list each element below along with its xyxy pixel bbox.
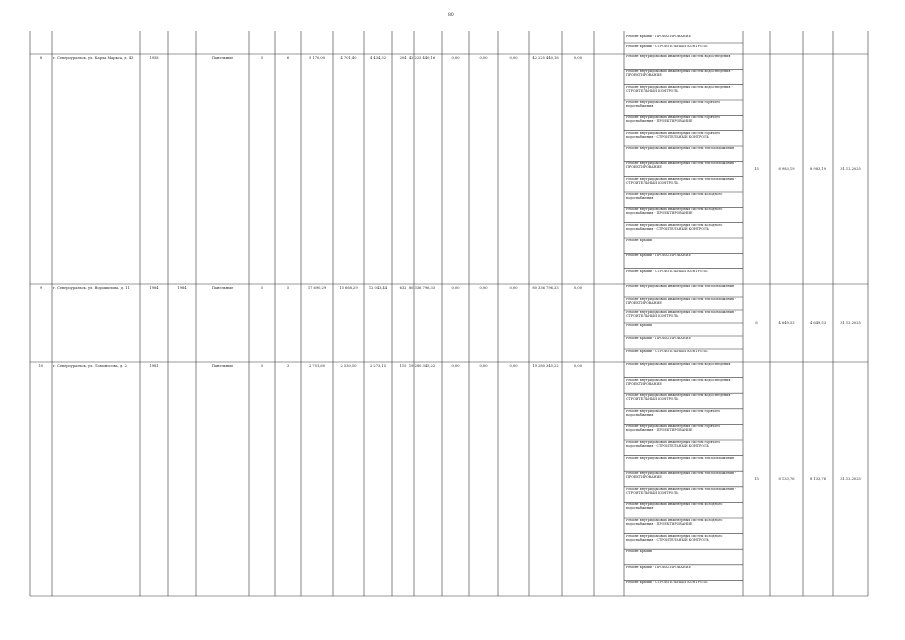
- work-item: Ремонт внутридомовых инженерных систем водоотведения - ПРОЕКТИРОВАНИЕ: [626, 70, 733, 78]
- cost-local: 0,00: [509, 364, 518, 368]
- entrances: 6: [286, 56, 290, 60]
- cost-fund: 0,00: [451, 286, 460, 290]
- work-item: Ремонт крыши - ПРОЕКТИРОВАНИЕ: [626, 565, 691, 569]
- work-item: Ремонт внутридомовых инженерных систем холодного водоснабжения: [626, 503, 723, 511]
- work-item: Ремонт внутридомовых инженерных систем холодного водоснабжения - ПРОЕКТИРОВАНИЕ: [626, 519, 723, 526]
- row-number: 8: [39, 56, 43, 60]
- work-item: Ремонт внутридомовых инженерных систем теплоснабжения - ПРОЕКТИРОВАНИЕ: [626, 162, 737, 170]
- work-item: Ремонт внутридомовых инженерных систем горячего водоснабжения - ПРОЕКТИРОВАНИЕ: [626, 116, 721, 124]
- year-reconstruction: 1984: [177, 286, 187, 290]
- entrances: 3: [286, 364, 290, 368]
- cost-budget: 0,00: [479, 364, 488, 368]
- works-count: 6: [755, 321, 758, 325]
- work-item: Ремонт внутридомовых инженерных систем горячего водоснабжения: [626, 409, 721, 417]
- work-item: Ремонт внутридомовых инженерных систем холодного водоснабжения - СТРОИТЕЛЬНЫЙ КОНТРОЛЬ: [626, 223, 723, 231]
- cost-fund: 0,00: [451, 56, 460, 60]
- max-unit-cost: 8 983,19: [809, 167, 826, 171]
- wall-material: Панельные: [211, 286, 234, 290]
- area-living: 4 701,40: [340, 56, 357, 60]
- work-item: Ремонт внутридомовых инженерных систем водоотведения - СТРОИТЕЛЬНЫЙ КОНТРОЛЬ: [626, 85, 733, 93]
- cost-other: 0,00: [573, 286, 582, 290]
- work-item: Ремонт крыши: [626, 239, 652, 242]
- row-number: 9: [39, 286, 43, 290]
- work-item: Ремонт внутридомовых инженерных систем водоотведения: [626, 55, 731, 58]
- row-number: 10: [38, 364, 44, 368]
- cost-fund: 0,00: [451, 364, 460, 368]
- cost-total: 80 336 796,33: [408, 286, 436, 290]
- cost-other: 0,00: [573, 56, 582, 60]
- cost-owners: 42 225 440,16: [532, 56, 559, 60]
- cost-budget: 0,00: [479, 286, 488, 290]
- year-built: 1958: [149, 56, 159, 60]
- residents: 115: [399, 364, 407, 368]
- work-item: Ремонт внутридомовых инженерных систем горячего водоснабжения: [626, 101, 721, 108]
- area-total: 5 170,00: [308, 56, 325, 60]
- address: г. Североуральск, ул. Ломоносова, д. 2: [53, 364, 127, 368]
- floors: 5: [260, 286, 264, 290]
- work-item: Ремонт внутридомовых инженерных систем горячего водоснабжения - СТРОИТЕЛЬНЫЙ КОНТРОЛЬ: [626, 441, 721, 448]
- work-item: Ремонт внутридомовых инженерных систем теплоснабжения - СТРОИТЕЛЬНЫЙ КОНТРОЛЬ: [626, 177, 737, 185]
- wall-material: Панельные: [211, 364, 234, 368]
- year-built: 1981: [149, 364, 159, 368]
- works-count: 15: [754, 167, 759, 171]
- unit-cost: 8 133,76: [778, 477, 795, 481]
- cost-total: 42 225 440,16: [408, 56, 436, 60]
- max-unit-cost: 8 133,76: [809, 477, 826, 481]
- cost-owners: 80 336 796,33: [532, 286, 559, 290]
- area-apartments: 12 043,44: [368, 286, 388, 290]
- year-built: 1984: [149, 286, 159, 290]
- unit-cost: 4 649,53: [778, 321, 795, 325]
- deadline: 31.12.2025: [840, 477, 861, 481]
- cost-local: 0,00: [509, 56, 518, 60]
- cost-local: 0,00: [509, 286, 518, 290]
- work-item: Ремонт крыши: [626, 324, 652, 327]
- work-item: Ремонт внутридомовых инженерных систем горячего водоснабжения - ПРОЕКТИРОВАНИЕ: [626, 425, 721, 433]
- cost-total: 19 280 345,22: [408, 364, 436, 368]
- work-item: Ремонт внутридомовых инженерных систем теплоснабжения - ПРОЕКТИРОВАНИЕ: [626, 472, 737, 480]
- work-item: Ремонт внутридомовых инженерных систем холодного водоснабжения - СТРОИТЕЛЬНЫЙ КОНТРОЛЬ: [626, 534, 723, 542]
- deadline: 31.12.2025: [840, 167, 861, 171]
- area-living: 2 530,50: [340, 364, 357, 368]
- area-total: 17 690,29: [307, 286, 327, 290]
- wall-material: Панельные: [211, 56, 234, 60]
- work-item: Ремонт внутридомовых инженерных систем водоотведения - ПРОЕКТИРОВАНИЕ: [626, 378, 733, 386]
- work-item: Ремонт внутридомовых инженерных систем теплоснабжения - СТРОИТЕЛЬНЫЙ КОНТРОЛЬ: [626, 311, 737, 318]
- max-unit-cost: 4 649,53: [809, 321, 826, 325]
- cost-budget: 0,00: [479, 56, 488, 60]
- address: г. Североуральск, ул. Карла Маркса, д. 43: [53, 56, 134, 60]
- cost-other: 0,00: [573, 364, 582, 368]
- work-item: Ремонт внутридомовых инженерных систем теплоснабжения - ПРОЕКТИРОВАНИЕ: [626, 298, 737, 305]
- address: г. Североуральск, ул. Ворошилова, д. 11: [53, 286, 130, 290]
- work-item: Ремонт крыши - СТРОИТЕЛЬНЫЙ КОНТРОЛЬ: [626, 350, 708, 353]
- unit-cost: 8 983,19: [778, 167, 795, 171]
- work-item: Ремонт внутридомовых инженерных систем горячего водоснабжения - СТРОИТЕЛЬНЫЙ КОНТРОЛЬ: [626, 131, 721, 139]
- work-item: Ремонт внутридомовых инженерных систем водоотведения: [626, 363, 731, 366]
- area-total: 2 751,60: [308, 364, 325, 368]
- residents: 632: [399, 286, 407, 290]
- work-item: Ремонт крыши - ПРОЕКТИРОВАНИЕ: [626, 254, 691, 258]
- work-item: Ремонт внутридомовых инженерных систем теплоснабжения - СТРОИТЕЛЬНЫЙ КОНТРОЛЬ: [626, 487, 737, 495]
- work-item: Ремонт внутридомовых инженерных систем теплоснабжения: [626, 147, 735, 150]
- work-item: Ремонт крыши - СТРОИТЕЛЬНЫЙ КОНТРОЛЬ: [626, 269, 708, 273]
- entrances: 5: [286, 286, 290, 290]
- work-item: Ремонт крыши - ПРОЕКТИРОВАНИЕ: [626, 35, 691, 38]
- work-item: Ремонт внутридомовых инженерных систем холодного водоснабжения - ПРОЕКТИРОВАНИЕ: [626, 208, 723, 216]
- work-item: Ремонт внутридомовых инженерных систем теплоснабжения: [626, 285, 735, 288]
- work-item: Ремонт крыши - СТРОИТЕЛЬНЫЙ КОНТРОЛЬ: [626, 581, 708, 585]
- works-count: 15: [754, 477, 759, 481]
- work-item: Ремонт внутридомовых инженерных систем водоотведения - СТРОИТЕЛЬНЫЙ КОНТРОЛЬ: [626, 394, 733, 402]
- cost-owners: 19 280 345,22: [532, 364, 559, 368]
- floors: 5: [260, 364, 264, 368]
- floors: 5: [260, 56, 264, 60]
- page-number: 80: [448, 13, 454, 18]
- residents: 204: [399, 56, 407, 60]
- area-apartments: 4 434,32: [369, 56, 386, 60]
- work-item: Ремонт крыши - СТРОИТЕЛЬНЫЙ КОНТРОЛЬ: [626, 45, 708, 48]
- deadline: 31.12.2025: [840, 321, 861, 325]
- work-item: Ремонт внутридомовых инженерных систем теплоснабжения: [626, 456, 735, 460]
- work-item: Ремонт внутридомовых инженерных систем холодного водоснабжения: [626, 193, 723, 200]
- work-item: Ремонт крыши - ПРОЕКТИРОВАНИЕ: [626, 337, 691, 340]
- work-item: Ремонт крыши: [626, 550, 652, 554]
- area-apartments: 2 273,15: [369, 364, 386, 368]
- area-living: 15 668,29: [339, 286, 358, 290]
